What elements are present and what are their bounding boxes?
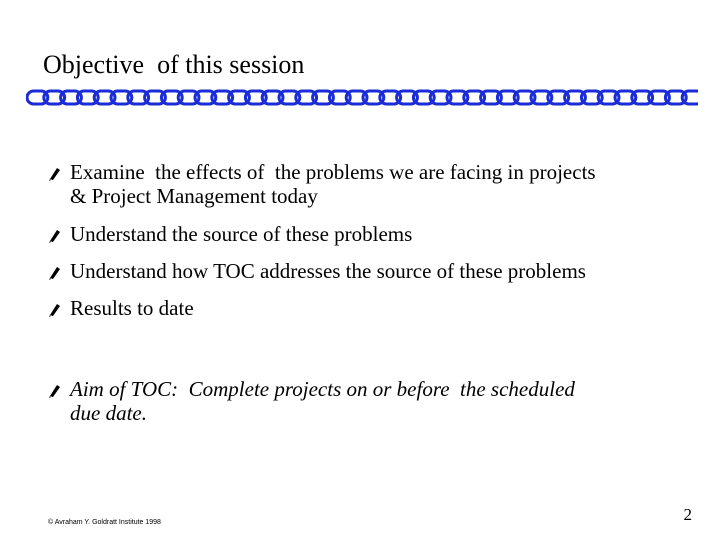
- bullet-text: Understand how TOC addresses the source of these problems: [70, 259, 586, 283]
- chain-link: [682, 91, 698, 104]
- bullet-text: Aim of TOC: Complete projects on or before the scheduled due date.: [70, 377, 575, 425]
- page-number: 2: [683, 505, 692, 524]
- slide-title: Objective of this session: [43, 50, 305, 79]
- pen-nib-icon: [48, 301, 62, 317]
- pen-nib-icon: [48, 227, 62, 243]
- bullet-text: Results to date: [70, 296, 194, 320]
- pen-nib-icon: [48, 264, 62, 280]
- bullet-text: Examine the effects of the problems we are facing in projects & Project Management today: [70, 160, 596, 208]
- copyright-footer: © Avraham Y. Goldratt Institute 1998: [48, 519, 161, 526]
- pen-nib-icon: [48, 382, 62, 398]
- bullet-text: Understand the source of these problems: [70, 222, 413, 246]
- pen-nib-icon: [48, 165, 62, 181]
- chain-divider: [26, 88, 698, 108]
